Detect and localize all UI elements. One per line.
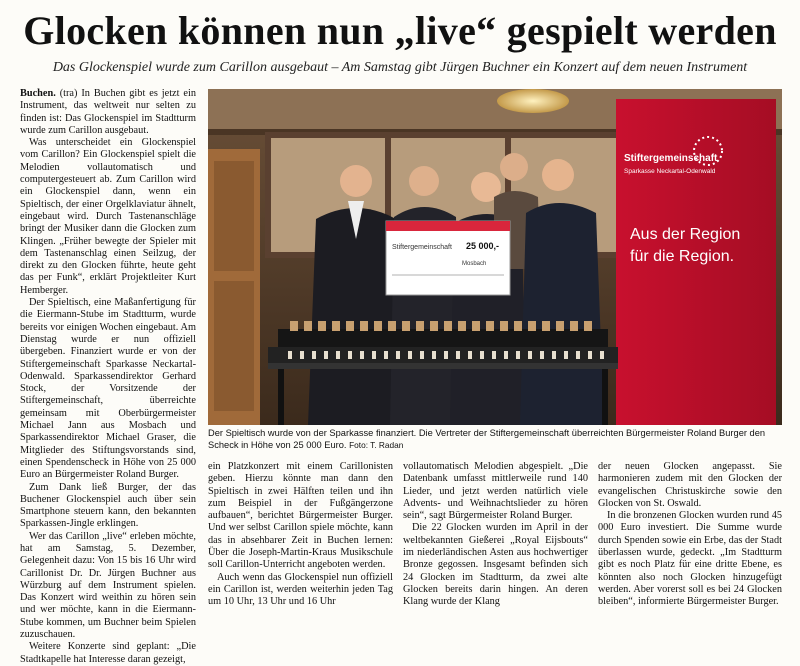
article-paragraph: der neuen Glocken angepasst. Sie harmonieren zudem mit den Glocken der evangelischen Christuskirche sowie den Glocken von St. Oswald. bbox=[598, 461, 782, 509]
photo-caption bbox=[208, 428, 782, 460]
cheque bbox=[386, 221, 510, 295]
dateline: Buchen. bbox=[20, 88, 56, 99]
article-column-2 bbox=[208, 461, 393, 615]
banner-brand-sub: Sparkasse Neckartal-Odenwald bbox=[624, 168, 716, 175]
article-paragraph: Was unterscheidet ein Glockenspiel vom Carillon? Ein Glockenspiel spielt die Melodien vollautomatisch und computergesteuert ab. Zum Carillon wird ein Glockenspiel dann, wenn ein Spieltisch, der einer Orgelklaviatur ähnelt, eingebaut wird. Durch Tastenanschläge bringt der Musiker dann die Glocken zum Klingen. „Früher bewegte der Spieler mit dem Tastenanschlag einen Seilzug, der direkt zu den Glocken führte, heute geht das per Funk“, erklärt Projektleiter Kurt Hemberger. bbox=[20, 137, 196, 296]
banner-slogan-2: für die Region. bbox=[630, 248, 735, 265]
article-paragraph: Buchen. (tra) In Buchen gibt es jetzt ein Instrument, das weltweit nur selten zu finden ist: Das Glockenspiel im Stadtturm wurde zum Carillon ausgebaut. bbox=[20, 88, 197, 136]
banner-brand: Stiftergemeinschaft bbox=[624, 153, 718, 164]
photo-illustration bbox=[208, 89, 782, 425]
article-paragraph: Auch wenn das Glockenspiel nun offiziell ein Carillon ist, werden weiterhin jeden Tag um 10 Uhr, 13 Uhr und 16 Uhr bbox=[208, 571, 393, 608]
cheque-amount: 25 000,- bbox=[466, 241, 500, 251]
cheque-title: Stiftergemeinschaft bbox=[392, 244, 452, 251]
subheadline: Das Glockenspiel wurde zum Carillon ausgebaut – Am Samstag gibt Jürgen Buchner ein Konzert auf dem neuen Instrument bbox=[52, 60, 748, 75]
article-paragraph: Zum Dank ließ Burger, der das Buchener Glockenspiel auch über sein Smartphone steuern kann, den bekannten Sparkassen-Jingle erklingen. bbox=[20, 481, 196, 530]
photo-credit: Foto: T. Radan bbox=[349, 439, 404, 450]
article-paragraph: Der Spieltisch, eine Maßanfertigung für die Eiermann-Stube im Stadtturm, wurde bereits vor einigen Wochen eingebaut. Am Dienstag wurde er nun offiziell übergeben. Finanziert wurde er von der Stiftergemeinschaft Sparkasse Neckartal-Odenwald. Sparkassendirektor Gerhard Stock, der Vorsitzende der Stiftergemeinschaft, überreichte gemeinsam mit Oberbürgermeister Michael Jann aus Mosbach und Sparkassendirektor Michael Graser, die Mitglieder des Stiftungsvorstands sind, einen Spendenscheck in Höhe von 25 000 Euro an Bürgermeister Roland Burger. bbox=[20, 297, 196, 481]
article-paragraph: vollautomatisch Melodien abgespielt. „Die Datenbank umfasst mittlerweile rund 140 Lieder, und jetzt werden natürlich viele Advents- und Weihnachtslieder zu hören sein“, sagt Bürgermeister Roland Burger. bbox=[403, 461, 588, 522]
headline: Glocken können nun „live“ gespielt werden bbox=[23, 8, 777, 53]
article-paragraph: Wer das Carillon „live“ erleben möchte, hat am Samstag, 5. Dezember, Gelegenheit dazu: Von 15 bis 16 Uhr wird Carillonist Dr. Dr. Jürgen Buchner aus Würzburg auf dem Instrument spielen. Das Konzert wird weithin zu hören sein und wer möchte, kann in die Eiermann-Stube kommen, um Buchner beim Spielen zuzuschauen. bbox=[20, 530, 196, 641]
article-column-3 bbox=[403, 461, 588, 615]
cheque-place: Mosbach bbox=[462, 261, 487, 267]
article-paragraph: ein Platzkonzert mit einem Carillonisten geben. Hierzu könnte man dann den Spieltisch in zwei Hälften teilen und ihn zum Beispiel in der Fußgängerzone aufbauen“, berichtet Bürgermeister Burger. Und wer selbst Carillon spiele möchte, kann das in absehbarer Zeit in Buchen lernen: Über die Joseph-Martin-Kraus Musikschule soll Carillon-Unterricht angeboten werden. bbox=[208, 461, 393, 571]
article-paragraph: In die bronzenen Glocken wurden rund 45 000 Euro investiert. Die Summe wurde durch Spenden sowie ein Erbe, das der Stadt überlassen wurde, gedeckt. „Im Stadtturm gibt es noch Platz für eine dritte Ebene, es könnten also noch Glocken hinzugefügt werden. Aber vorerst soll es bei 24 Glocken bleiben“, informierte Bürgermeister Burger. bbox=[598, 510, 782, 608]
caption-text: Der Spieltisch wurde von der Sparkasse finanziert. Die Vertreter der Stiftergemeinschaft überreichten Bürgermeister Roland Burger den Scheck in Höhe von 25 000 Euro. bbox=[208, 428, 766, 450]
article-paragraph: Weitere Konzerte sind geplant: „Die Stadtkapelle hat Interesse daran gezeigt, bbox=[20, 641, 196, 665]
article-column-1 bbox=[20, 88, 197, 665]
article-paragraph: Die 22 Glocken wurden im April in der weltbekannten Gießerei „Royal Eijsbouts“ im niederländischen Asten aus hochwertiger Bronze gegossen. Insgesamt befinden sich 24 Glocken im Stadtturm, da zwei alte Glocken bereits darin hingen. An deren Klang wurde der Klang bbox=[403, 522, 588, 608]
photo bbox=[208, 89, 782, 425]
article-column-4 bbox=[598, 461, 782, 615]
banner-slogan-1: Aus der Region bbox=[630, 226, 741, 243]
